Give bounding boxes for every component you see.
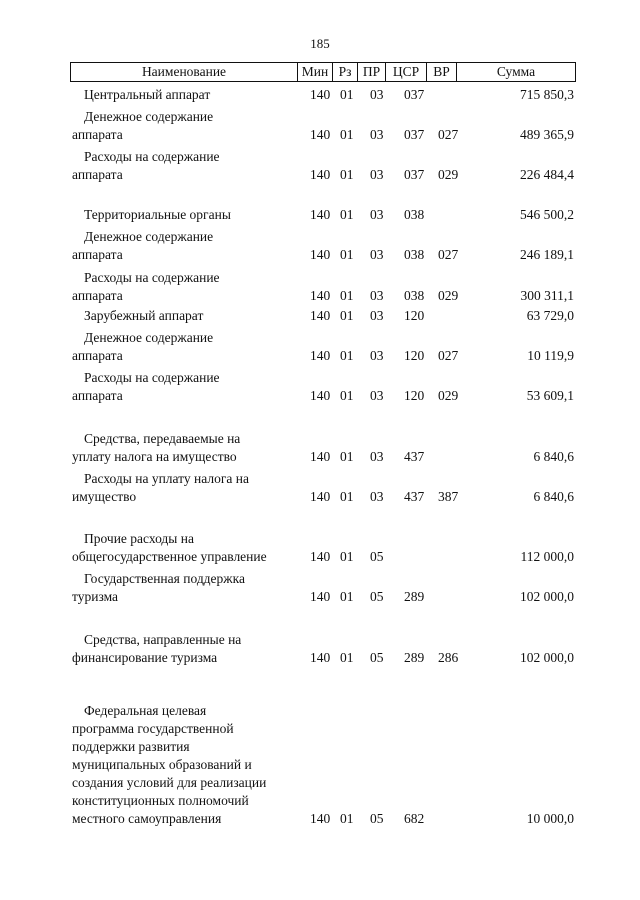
row-sum: 53 609,1: [526, 388, 574, 403]
row-name: [72, 470, 300, 506]
row-vr: 027: [438, 247, 459, 262]
row-name: [72, 570, 300, 606]
row-csr: 037: [404, 167, 425, 182]
header-pr: ПР: [362, 64, 381, 79]
row-pr: 03: [370, 207, 384, 222]
row-csr: 289: [404, 589, 425, 604]
row-vr: 027: [438, 348, 459, 363]
row-vr: 027: [438, 127, 459, 142]
row-sum: 10 119,9: [527, 348, 574, 363]
table-row: [0, 269, 640, 305]
row-pr: 03: [370, 87, 384, 102]
row-pr: 03: [370, 167, 384, 182]
page-number: 185: [310, 36, 330, 51]
row-vr: 029: [438, 388, 459, 403]
row-rz: 01: [340, 87, 354, 102]
table-header: [70, 62, 576, 82]
row-csr: 120: [404, 348, 425, 363]
header-vr: ВР: [433, 64, 450, 79]
row-sum: 715 850,3: [520, 87, 574, 102]
row-name: [72, 307, 300, 325]
row-rz: 01: [340, 167, 354, 182]
row-pr: 05: [370, 589, 384, 604]
table-row: [0, 108, 640, 144]
row-min: 140: [310, 549, 331, 564]
row-sum: 546 500,2: [520, 207, 574, 222]
row-pr: 03: [370, 127, 384, 142]
row-pr: 05: [370, 549, 384, 564]
row-csr: 037: [404, 87, 425, 102]
row-rz: 01: [340, 207, 354, 222]
row-name-line: Расходы на содержание: [84, 370, 220, 385]
table-row: [0, 206, 640, 224]
row-csr: 038: [404, 288, 425, 303]
table-row: [0, 702, 640, 828]
row-name-line: Расходы на содержание: [84, 270, 220, 285]
row-vr: 029: [438, 288, 459, 303]
row-name: [72, 228, 300, 264]
table-row: [0, 148, 640, 184]
row-rz: 01: [340, 247, 354, 262]
header-sum: Сумма: [496, 64, 536, 79]
row-pr: 03: [370, 348, 384, 363]
row-pr: 05: [370, 650, 384, 665]
row-vr: 286: [438, 650, 459, 665]
row-rz: 01: [340, 589, 354, 604]
row-name: [72, 430, 300, 466]
row-rz: 01: [340, 489, 354, 504]
row-rz: 01: [340, 549, 354, 564]
table-row: [0, 530, 640, 566]
row-name: [72, 369, 300, 405]
row-name-line: Расходы на содержание: [84, 149, 220, 164]
row-sum: 6 840,6: [533, 489, 574, 504]
row-sum: 102 000,0: [520, 589, 574, 604]
table-row: [0, 570, 640, 606]
row-rz: 01: [340, 388, 354, 403]
row-csr: 437: [404, 489, 425, 504]
row-sum: 102 000,0: [520, 650, 574, 665]
row-rz: 01: [340, 449, 354, 464]
row-min: 140: [310, 167, 331, 182]
row-name-line: создания условий для реализации: [72, 775, 267, 790]
table-row: [0, 228, 640, 264]
row-name: [72, 86, 300, 104]
table-row: [0, 329, 640, 365]
header-min: Мин: [301, 64, 329, 79]
row-min: 140: [310, 589, 331, 604]
row-min: 140: [310, 650, 331, 665]
row-name: [72, 530, 300, 566]
header-csr: ЦСР: [392, 64, 420, 79]
row-name-line: Федеральная целевая: [84, 703, 207, 718]
row-rz: 01: [340, 127, 354, 142]
row-csr: 289: [404, 650, 425, 665]
row-pr: 03: [370, 308, 384, 323]
row-min: 140: [310, 247, 331, 262]
row-csr: 437: [404, 449, 425, 464]
row-name-line: имущество: [72, 489, 137, 504]
row-name-line: общегосударственное управление: [72, 549, 267, 564]
table-row: [0, 631, 640, 667]
table-row: [0, 470, 640, 506]
row-name-line: Средства, передаваемые на: [84, 431, 241, 446]
row-rz: 01: [340, 811, 354, 826]
row-name-line: аппарата: [72, 167, 123, 182]
row-min: 140: [310, 87, 331, 102]
row-name-line: Расходы на уплату налога на: [84, 471, 249, 486]
row-sum: 489 365,9: [520, 127, 574, 142]
row-sum: 112 000,0: [520, 549, 574, 564]
row-name-line: аппарата: [72, 288, 123, 303]
header-rz: Рз: [338, 64, 352, 79]
row-csr: 120: [404, 388, 425, 403]
row-sum: 6 840,6: [533, 449, 574, 464]
row-name-line: Денежное содержание: [84, 229, 214, 244]
row-csr: 037: [404, 127, 425, 142]
row-min: 140: [310, 449, 331, 464]
header-name: Наименование: [141, 64, 227, 79]
row-name-line: аппарата: [72, 388, 123, 403]
row-name-line: Центральный аппарат: [84, 87, 211, 102]
row-name-line: аппарата: [72, 348, 123, 363]
row-sum: 300 311,1: [520, 288, 574, 303]
row-name-line: Государственная поддержка: [84, 571, 245, 586]
row-name-line: аппарата: [72, 247, 123, 262]
row-csr: 038: [404, 247, 425, 262]
row-name: [72, 269, 300, 305]
row-sum: 63 729,0: [526, 308, 574, 323]
row-name-line: Прочие расходы на: [84, 531, 194, 546]
table-row: [0, 307, 640, 325]
row-rz: 01: [340, 308, 354, 323]
row-name-line: муниципальных образований и: [72, 757, 252, 772]
table-row: [0, 86, 640, 104]
row-csr: 038: [404, 207, 425, 222]
row-name: [72, 206, 300, 224]
row-pr: 03: [370, 489, 384, 504]
row-pr: 03: [370, 288, 384, 303]
row-pr: 05: [370, 811, 384, 826]
row-name-line: Зарубежный аппарат: [84, 308, 204, 323]
row-min: 140: [310, 127, 331, 142]
row-sum: 246 189,1: [520, 247, 574, 262]
row-name: [72, 148, 300, 184]
row-vr: 029: [438, 167, 459, 182]
row-min: 140: [310, 207, 331, 222]
row-name-line: местного самоуправления: [72, 811, 222, 826]
row-csr: 120: [404, 308, 425, 323]
row-name-line: программа государственной: [72, 721, 234, 736]
row-sum: 226 484,4: [520, 167, 574, 182]
row-name-line: Средства, направленные на: [84, 632, 242, 647]
row-name: [72, 108, 300, 144]
table-row: [0, 369, 640, 405]
row-min: 140: [310, 348, 331, 363]
table-row: [0, 430, 640, 466]
row-rz: 01: [340, 288, 354, 303]
row-name-line: Денежное содержание: [84, 109, 214, 124]
row-min: 140: [310, 288, 331, 303]
row-rz: 01: [340, 348, 354, 363]
row-name-line: уплату налога на имущество: [72, 449, 237, 464]
row-name: [72, 329, 300, 365]
row-name-line: поддержки развития: [72, 739, 190, 754]
row-name-line: аппарата: [72, 127, 123, 142]
row-min: 140: [310, 489, 331, 504]
row-pr: 03: [370, 388, 384, 403]
row-pr: 03: [370, 449, 384, 464]
row-min: 140: [310, 388, 331, 403]
row-name-line: туризма: [72, 589, 119, 604]
row-name: [72, 702, 300, 828]
row-pr: 03: [370, 247, 384, 262]
row-name-line: финансирование туризма: [72, 650, 218, 665]
row-vr: 387: [438, 489, 459, 504]
row-name-line: Денежное содержание: [84, 330, 214, 345]
row-csr: 682: [404, 811, 425, 826]
row-name-line: Территориальные органы: [84, 207, 231, 222]
row-min: 140: [310, 308, 331, 323]
row-rz: 01: [340, 650, 354, 665]
row-name: [72, 631, 300, 667]
row-name-line: конституционных полномочий: [72, 793, 249, 808]
row-min: 140: [310, 811, 331, 826]
row-sum: 10 000,0: [526, 811, 574, 826]
